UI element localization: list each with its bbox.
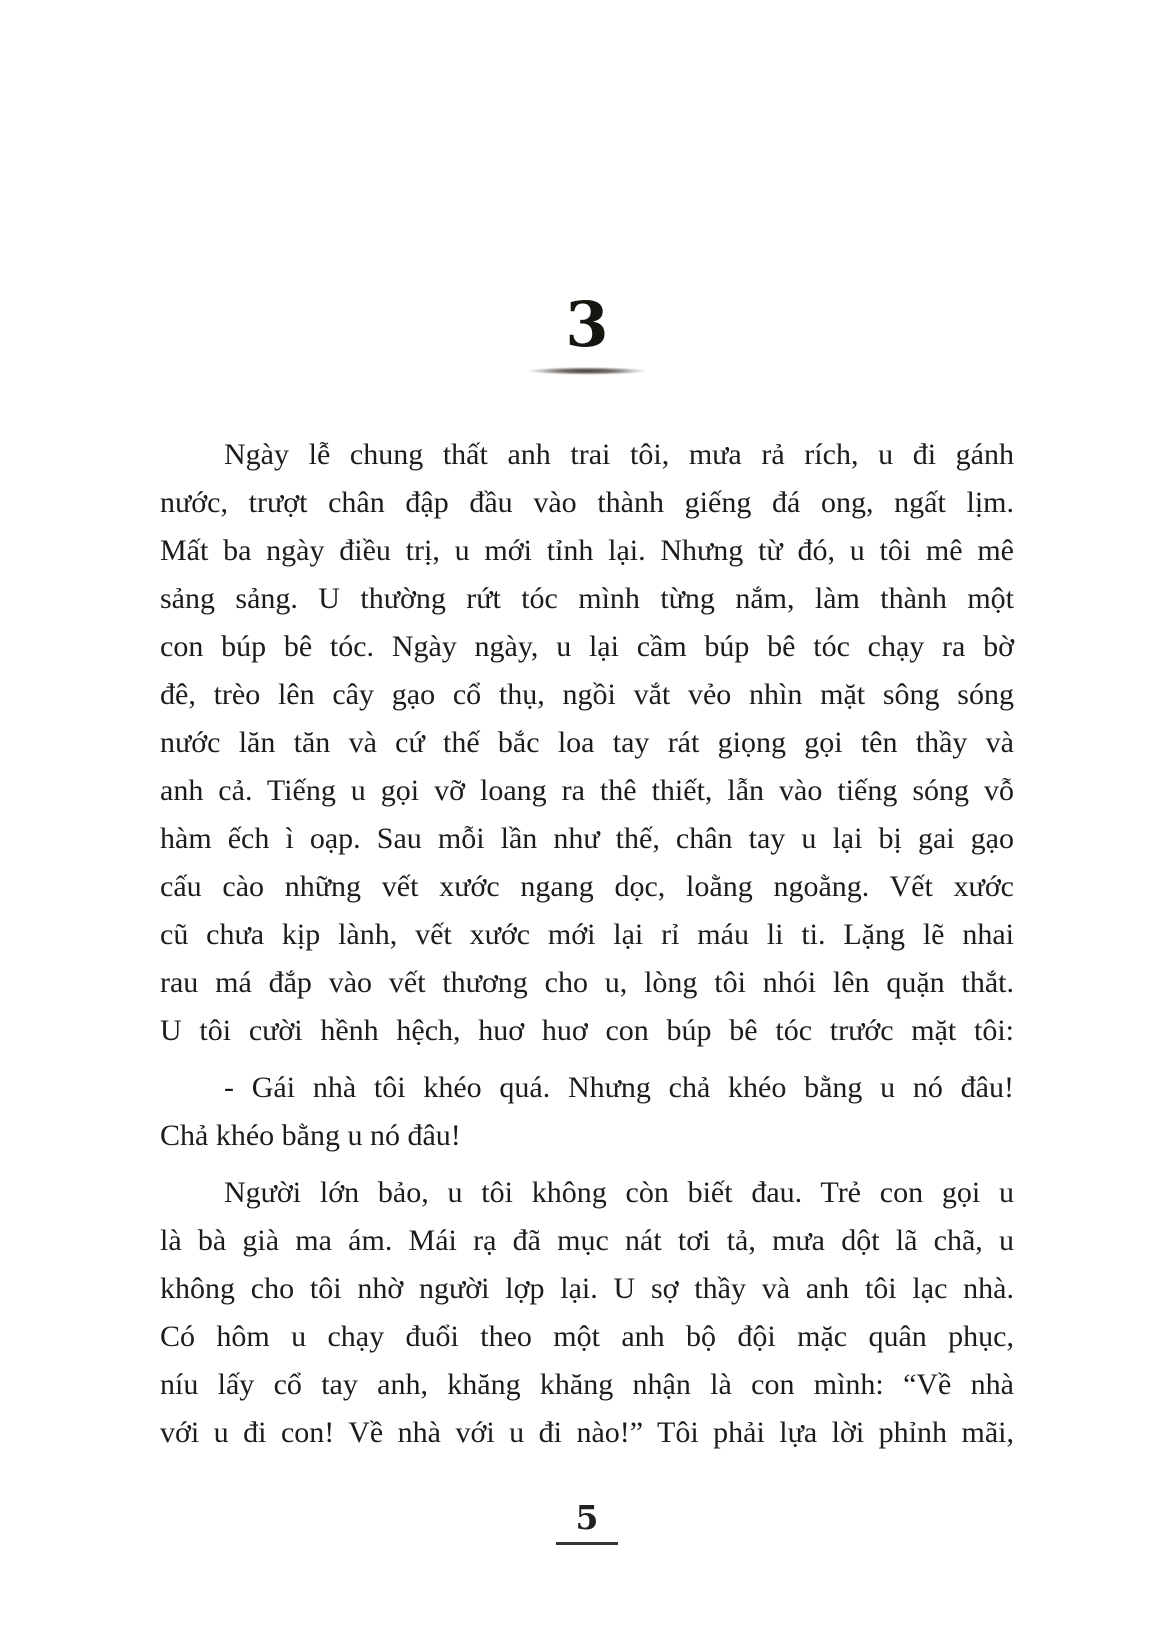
- chapter-number: 3: [565, 288, 609, 361]
- text-line: níu lấy cổ tay anh, khăng khăng nhận là con mình: “Về nhà: [160, 1368, 1014, 1401]
- text-line: nước, trượt chân đập đầu vào thành giếng đá ong, ngất lịm.: [160, 486, 1014, 519]
- text-line: đê, trèo lên cây gạo cổ thụ, ngồi vắt vẻo nhìn mặt sông sóng: [160, 678, 1014, 711]
- text-line: hàm ếch ì oạp. Sau mỗi lần như thế, chân tay u lại bị gai gạo: [160, 822, 1014, 855]
- chapter-divider-rule: [527, 366, 647, 375]
- page-number: 5: [575, 1498, 599, 1537]
- text-line: U tôi cười hềnh hệch, huơ huơ con búp bê tóc trước mặt tôi:: [160, 1014, 1014, 1047]
- text-line: cũ chưa kịp lành, vết xước mới lại rỉ máu li ti. Lặng lẽ nhai: [160, 918, 1014, 951]
- text-line: cấu cào những vết xước ngang dọc, loằng ngoằng. Vết xước: [160, 870, 1014, 903]
- text-line: Mất ba ngày điều trị, u mới tỉnh lại. Nhưng từ đó, u tôi mê mê: [160, 534, 1014, 567]
- paragraph: [160, 1169, 1014, 1457]
- text-line: Người lớn bảo, u tôi không còn biết đau. Trẻ con gọi u: [224, 1176, 1014, 1209]
- page-number-rule: [556, 1542, 618, 1545]
- text-line: không cho tôi nhờ người lợp lại. U sợ thầy và anh tôi lạc nhà.: [160, 1272, 1014, 1305]
- page-footer: [160, 1499, 1014, 1545]
- text-line: - Gái nhà tôi khéo quá. Nhưng chả khéo bằng u nó đâu!: [224, 1071, 1014, 1104]
- body-text: [160, 431, 1014, 1457]
- text-line: con búp bê tóc. Ngày ngày, u lại cầm búp bê tóc chạy ra bờ: [160, 630, 1014, 663]
- chapter-heading: [160, 0, 1014, 375]
- text-line: Chả khéo bằng u nó đâu!: [160, 1119, 461, 1152]
- text-line: rau má đắp vào vết thương cho u, lòng tôi nhói lên quặn thắt.: [160, 966, 1014, 999]
- paragraph: [160, 431, 1014, 1055]
- paragraph: [160, 1064, 1014, 1160]
- text-line: Ngày lễ chung thất anh trai tôi, mưa rả rích, u đi gánh: [224, 438, 1014, 471]
- text-line: nước lăn tăn và cứ thế bắc loa tay rát giọng gọi tên thầy và: [160, 726, 1014, 759]
- text-line: Có hôm u chạy đuổi theo một anh bộ đội mặc quân phục,: [160, 1320, 1014, 1353]
- book-page: [160, 0, 1014, 1545]
- text-line: anh cả. Tiếng u gọi vỡ loang ra thê thiết, lẫn vào tiếng sóng vỗ: [160, 774, 1014, 807]
- text-line: sảng sảng. U thường rứt tóc mình từng nắm, làm thành một: [160, 582, 1014, 615]
- text-line: với u đi con! Về nhà với u đi nào!” Tôi phải lựa lời phỉnh mãi,: [160, 1416, 1014, 1449]
- text-line: là bà già ma ám. Mái rạ đã mục nát tơi tả, mưa dột lã chã, u: [160, 1224, 1014, 1257]
